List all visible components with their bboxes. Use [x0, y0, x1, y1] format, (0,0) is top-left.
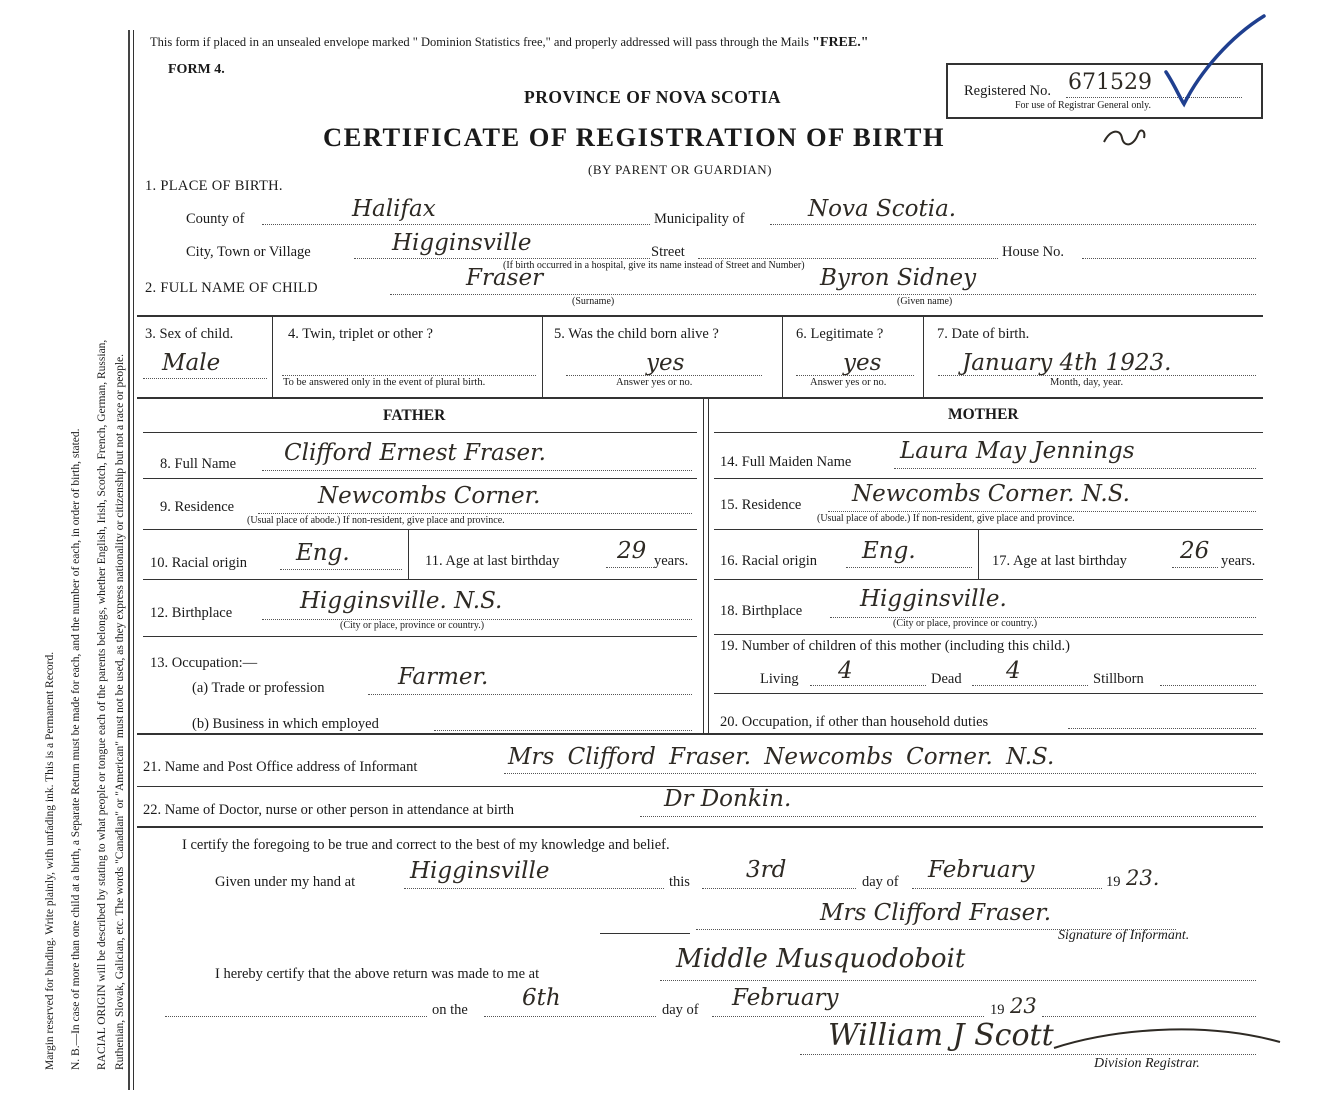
given-year-suffix: 23.	[1126, 866, 1160, 890]
informant-label: 21. Name and Post Office address of Informant	[143, 759, 418, 775]
child-surname: Fraser	[466, 265, 544, 291]
sex-label: 3. Sex of child.	[145, 326, 234, 342]
mother-racial-value: Eng.	[862, 538, 916, 564]
mother-residence-label: 15. Residence	[720, 497, 802, 513]
county-value: Halifax	[352, 196, 436, 222]
mother-heading: MOTHER	[948, 406, 1019, 423]
father-birthplace-value: Higginsville. N.S.	[300, 588, 503, 614]
father-residence-value: Newcombs Corner.	[318, 483, 541, 509]
certification-statement: I certify the foregoing to be true and correct to the best of my knowledge and belief.	[182, 837, 670, 853]
city-value: Higginsville	[392, 230, 532, 256]
born-alive-value: yes	[646, 350, 685, 376]
hospital-note: (If birth occurred in a hospital, give its name instead of Street and Number)	[503, 260, 805, 271]
registrar-statement: I hereby certify that the above return was made to me at	[215, 966, 540, 982]
dob-label: 7. Date of birth.	[937, 326, 1030, 342]
margin-note-racial-origin: RACIAL ORIGIN will be described by stating to what people or tongue each of the parents belongs, whether English, Irish, Scotch, French, German, Russian,	[96, 339, 108, 1070]
margin-note-binding: Margin reserved for binding. Write plainly, with unfading ink. This is a Permanent Record.	[44, 651, 56, 1070]
registrar-use-note: For use of Registrar General only.	[1015, 100, 1151, 111]
row-divider	[137, 315, 1263, 317]
living-label: Living	[760, 671, 799, 687]
margin-note-racial-origin-cont: Ruthenian, Slovak, Galician, etc. The words "Canadian" or "American" must not be used, as they express nationality or citizenship but not a race or people.	[114, 353, 126, 1070]
father-birthplace-label: 12. Birthplace	[150, 605, 233, 621]
registrar-initials-mark	[1100, 122, 1150, 152]
binding-line	[128, 30, 130, 1090]
page-subtitle: (BY PARENT OR GUARDIAN)	[588, 162, 773, 177]
reg-year-suffix: 23	[1010, 994, 1037, 1018]
children-count-label: 19. Number of children of this mother (including this child.)	[720, 638, 1070, 654]
this-label: this	[669, 874, 690, 890]
signature-flourish	[1050, 1000, 1290, 1060]
informant-signature: Mrs Clifford Fraser.	[820, 900, 1051, 926]
checkmark-icon	[1160, 12, 1270, 112]
mother-birthplace-note: (City or place, province or country.)	[893, 618, 1038, 629]
mother-racial-label: 16. Racial origin	[720, 553, 818, 569]
father-name-label: 8. Full Name	[160, 456, 237, 472]
mother-age-value: 26	[1180, 538, 1210, 564]
legitimate-label: 6. Legitimate ?	[796, 326, 884, 342]
father-name-value: Clifford Ernest Fraser.	[284, 440, 546, 466]
mother-occupation-label: 20. Occupation, if other than household duties	[720, 714, 989, 730]
municipality-value: Nova Scotia.	[808, 196, 957, 222]
child-given-name: Byron Sidney	[820, 265, 977, 291]
surname-caption: (Surname)	[572, 296, 615, 307]
given-day-value: 3rd	[746, 857, 787, 883]
reg-year-prefix: 19	[990, 1002, 1005, 1018]
row-divider	[137, 826, 1263, 828]
mail-notice: This form if placed in an unsealed envelope marked " Dominion Statistics free," and properly addressed will pass through the Mails "FREE."	[150, 35, 869, 50]
street-label: Street	[651, 244, 685, 260]
given-under-label: Given under my hand at	[215, 874, 356, 890]
dob-value: January 4th 1923.	[962, 350, 1172, 376]
binding-line-inner	[133, 30, 134, 1090]
day-of-label: day of	[862, 874, 899, 890]
given-place-value: Higginsville	[410, 858, 550, 884]
father-years-label: years.	[654, 553, 689, 569]
twin-note: To be answered only in the event of plural birth.	[283, 377, 486, 388]
registrar-signature: William J Scott	[828, 1018, 1054, 1053]
given-name-caption: (Given name)	[897, 296, 953, 307]
father-racial-value: Eng.	[296, 540, 350, 566]
legitimate-note: Answer yes or no.	[810, 377, 887, 388]
mother-age-label: 17. Age at last birthday	[992, 553, 1127, 569]
father-residence-note: (Usual place of abode.) If non-resident, give place and province.	[247, 515, 505, 526]
father-residence-label: 9. Residence	[160, 499, 235, 515]
county-label: County of	[186, 211, 245, 227]
registered-number: 671529	[1068, 70, 1152, 95]
row-divider	[137, 733, 1263, 735]
registered-label: Registered No.	[964, 83, 1051, 99]
given-month-value: February	[928, 857, 1035, 883]
twin-label: 4. Twin, triplet or other ?	[288, 326, 433, 342]
mother-birthplace-label: 18. Birthplace	[720, 603, 803, 619]
dead-value: 4	[1006, 658, 1021, 684]
registration-place-value: Middle Musquodoboit	[676, 944, 966, 974]
living-value: 4	[838, 658, 853, 684]
mother-years-label: years.	[1221, 553, 1256, 569]
father-occupation-label: 13. Occupation:—	[150, 655, 258, 671]
trade-value: Farmer.	[398, 664, 489, 690]
municipality-label: Municipality of	[654, 211, 745, 227]
doctor-value: Dr Donkin.	[664, 786, 792, 812]
margin-note-nb: N. B.—In case of more than one child at a birth, a Separate Return must be made for each, and the number of each, in order of birth, stated.	[70, 428, 82, 1070]
legitimate-value: yes	[843, 350, 882, 376]
reg-day-of-label: day of	[662, 1002, 699, 1018]
city-label: City, Town or Village	[186, 244, 311, 260]
division-registrar-label: Division Registrar.	[1094, 1056, 1200, 1071]
page-title: CERTIFICATE OF REGISTRATION OF BIRTH	[323, 122, 945, 152]
mother-birthplace-value: Higginsville.	[860, 586, 1007, 612]
form-number: FORM 4.	[168, 62, 225, 77]
mother-residence-value: Newcombs Corner. N.S.	[852, 481, 1130, 507]
row-divider	[137, 397, 1263, 399]
registration-day-value: 6th	[522, 985, 561, 1011]
child-name-label: 2. FULL NAME OF CHILD	[145, 280, 318, 296]
father-heading: FATHER	[383, 407, 446, 424]
sex-value: Male	[162, 350, 221, 376]
mother-name-label: 14. Full Maiden Name	[720, 454, 852, 470]
father-birthplace-note: (City or place, province or country.)	[340, 620, 485, 631]
father-age-label: 11. Age at last birthday	[425, 553, 560, 569]
stillborn-label: Stillborn	[1093, 671, 1144, 687]
doctor-label: 22. Name of Doctor, nurse or other person in attendance at birth	[143, 802, 515, 818]
trade-label: (a) Trade or profession	[192, 680, 325, 696]
dob-note: Month, day, year.	[1050, 377, 1124, 388]
signature-informant-label: Signature of Informant.	[1058, 928, 1190, 943]
house-number-label: House No.	[1002, 244, 1065, 260]
informant-value: Mrs Clifford Fraser. Newcombs Corner. N.S.	[508, 744, 1055, 770]
dead-label: Dead	[931, 671, 962, 687]
business-label: (b) Business in which employed	[192, 716, 379, 732]
born-alive-note: Answer yes or no.	[616, 377, 693, 388]
province-title: PROVINCE OF NOVA SCOTIA	[524, 87, 782, 107]
place-of-birth-heading: 1. PLACE OF BIRTH.	[145, 178, 283, 194]
father-racial-label: 10. Racial origin	[150, 555, 248, 571]
mother-residence-note: (Usual place of abode.) If non-resident, give place and province.	[817, 513, 1075, 524]
given-year-prefix: 19	[1106, 874, 1121, 890]
born-alive-label: 5. Was the child born alive ?	[554, 326, 719, 342]
on-the-label: on the	[432, 1002, 468, 1018]
registration-month-value: February	[732, 985, 839, 1011]
margin-notes	[0, 0, 140, 1107]
mother-name-value: Laura May Jennings	[900, 438, 1135, 464]
father-age-value: 29	[617, 538, 647, 564]
column-divider	[703, 397, 704, 733]
